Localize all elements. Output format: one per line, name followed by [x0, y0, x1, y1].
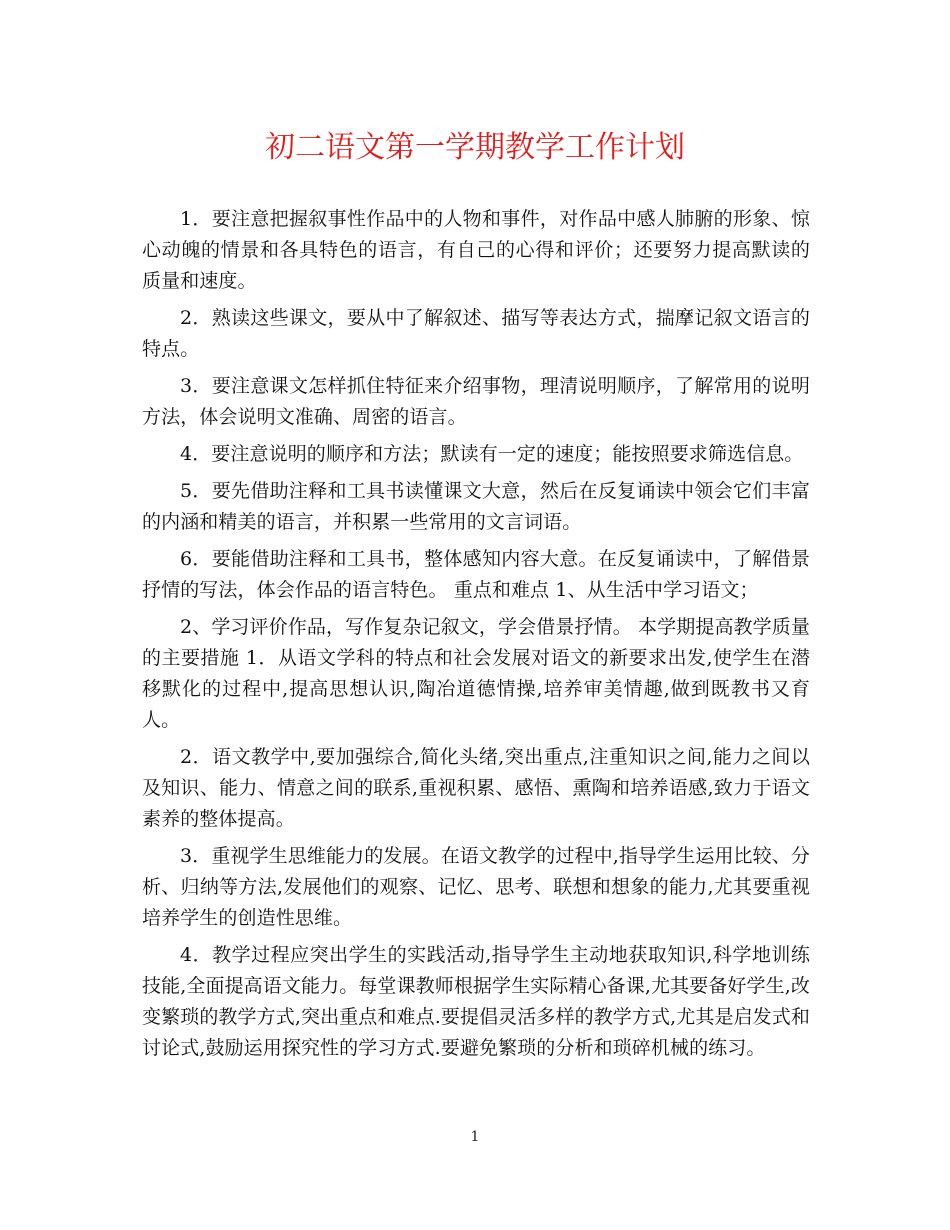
- document-title: 初二语文第一学期教学工作计划: [265, 130, 685, 165]
- paragraph-8: 2．语文教学中,要加强综合,简化头绪,突出重点,注重知识之间,能力之间以及知识、能力、情意之间的联系,重视积累、感悟、熏陶和培养语感,致力于语文素养的整体提高。: [142, 746, 810, 830]
- paragraph-10: 4．教学过程应突出学生的实践活动,指导学生主动地获取知识,科学地训练技能,全面提高语文能力。每堂课教师根据学生实际精心备课,尤其要备好学生,改变繁琐的教学方式,突出重点和难点.要提倡灵活多样的教学方式,尤其是启发式和讨论式,鼓励运用探究性的学习方式.要避免繁琐的分析和琐碎机械的练习。: [142, 944, 810, 1059]
- document-body: [142, 204, 810, 1070]
- paragraph-7: 2、学习评价作品，写作复杂记叙文，学会借景抒情。 本学期提高教学质量的主要措施 1．从语文学科的特点和社会发展对语文的新要求出发,使学生在潜移默化的过程中,提高思想认识,陶冶道德情操,培养审美情趣,做到既教书又育人。: [142, 616, 810, 731]
- paragraph-4: 4．要注意说明的顺序和方法；默读有一定的速度；能按照要求筛选信息。: [180, 443, 804, 465]
- paragraph-3: 3．要注意课文怎样抓住特征来介绍事物，理清说明顺序，了解常用的说明方法，体会说明文准确、周密的语言。: [142, 375, 810, 428]
- paragraph-2: 2．熟读这些课文，要从中了解叙述、描写等表达方式，揣摩记叙文语言的特点。: [142, 307, 810, 360]
- paragraph-5: 5．要先借助注释和工具书读懂课文大意，然后在反复诵读中领会它们丰富的内涵和精美的语言，并积累一些常用的文言词语。: [142, 480, 810, 533]
- paragraph-6: 6．要能借助注释和工具书，整体感知内容大意。在反复诵读中，了解借景抒情的写法，体会作品的语言特色。 重点和难点 1、从生活中学习语文；: [142, 548, 810, 601]
- paragraph-9: 3．重视学生思维能力的发展。在语文教学的过程中,指导学生运用比较、分析、归纳等方法,发展他们的观察、记忆、思考、联想和想象的能力,尤其要重视培养学生的创造性思维。: [142, 845, 810, 929]
- page-number: 1: [470, 1129, 480, 1145]
- paragraph-1: 1．要注意把握叙事性作品中的人物和事件，对作品中感人肺腑的形象、惊心动魄的情景和各具特色的语言，有自己的心得和评价；还要努力提高默读的质量和速度。: [142, 208, 810, 292]
